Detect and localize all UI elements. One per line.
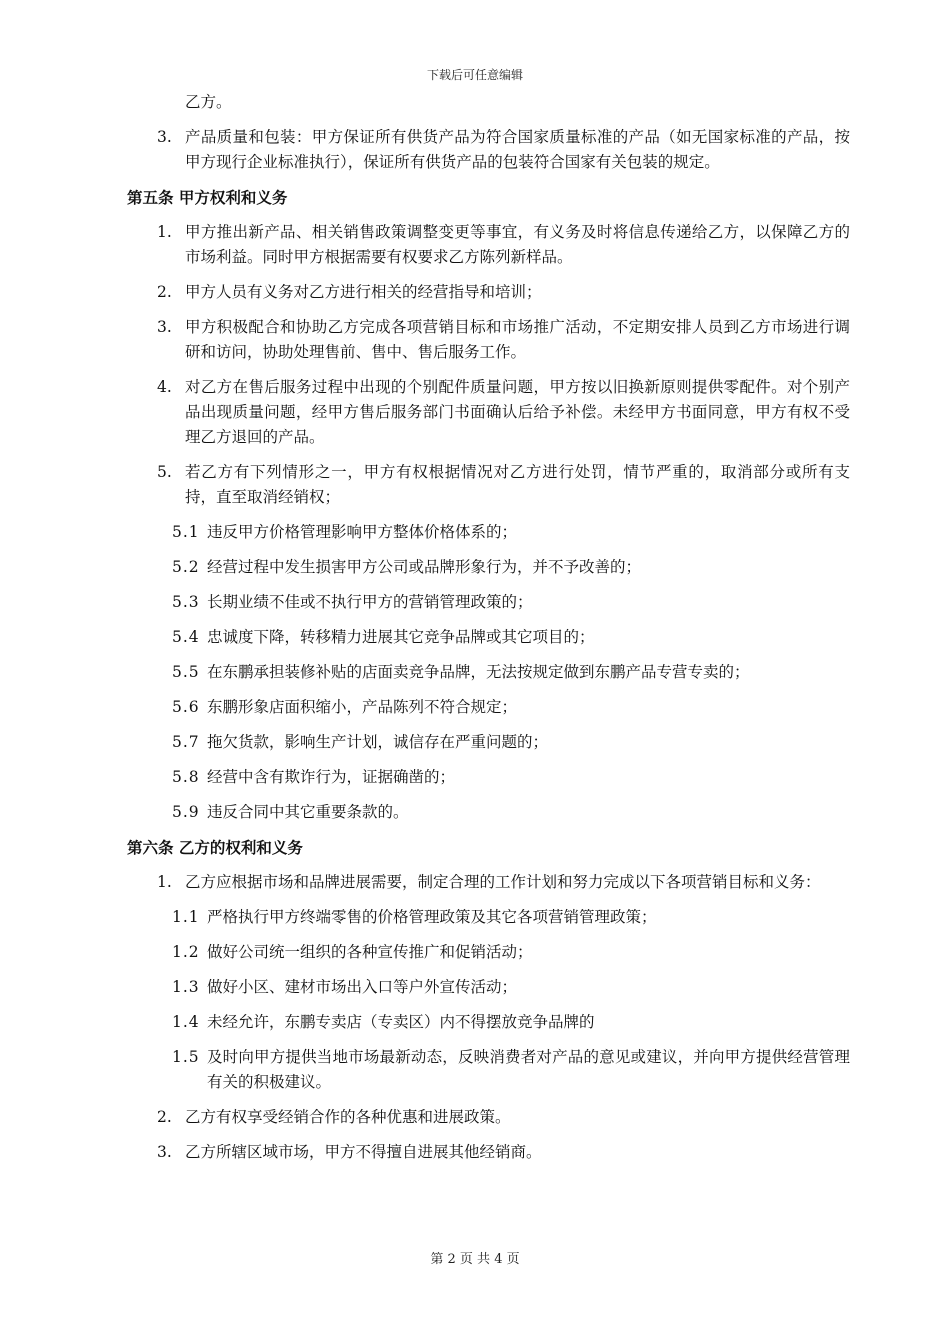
sub-clause-text: 经营中含有欺诈行为，证据确凿的； — [207, 768, 456, 786]
sub-clause-item — [172, 765, 850, 790]
clause-text: 甲方人员有义务对乙方进行相关的经营指导和培训； — [185, 283, 542, 301]
sub-clause-number: 5.5 — [172, 663, 200, 681]
sub-clause-number: 5.6 — [172, 698, 200, 716]
sub-clause-item — [172, 695, 850, 720]
page-header: 下载后可任意编辑 — [426, 68, 523, 82]
clause-number: 1. — [157, 873, 172, 891]
sub-clause-item — [172, 800, 850, 825]
clause-text: 甲方推出新产品、相关销售政策调整变更等事宜，有义务及时将信息传递给乙方，以保障乙方的市场利益。同时甲方根据需要有权要求乙方陈列新样品。 — [185, 223, 850, 266]
clause-text: 乙方应根据市场和品牌进展需要，制定合理的工作计划和努力完成以下各项营销目标和义务： — [185, 873, 821, 891]
sub-clause-number: 1.3 — [172, 978, 200, 996]
sub-clause-text: 做好公司统一组织的各种宣传推广和促销活动； — [207, 943, 533, 961]
sub-clause-text: 未经允许，东鹏专卖店（专卖区）内不得摆放竞争品牌的 — [207, 1013, 595, 1031]
clause-number: 3. — [157, 128, 172, 146]
clause-item — [157, 460, 850, 510]
sub-clause-item — [172, 660, 850, 685]
clause-text: 若乙方有下列情形之一，甲方有权根据情况对乙方进行处罚，情节严重的，取消部分或所有支持，直至取消经销权； — [185, 463, 850, 506]
sub-clause-item — [172, 625, 850, 650]
page-footer: 第 2 页 共 4 页 — [430, 1252, 520, 1267]
sub-clause-number: 5.8 — [172, 768, 200, 786]
sub-clause-text: 忠诚度下降，转移精力进展其它竞争品牌或其它项目的； — [207, 628, 595, 646]
sub-clause-item — [172, 975, 850, 1000]
sub-clause-text: 违反合同中其它重要条款的。 — [207, 803, 409, 821]
clause-item — [157, 280, 850, 305]
continuation-text: 乙方。 — [185, 93, 232, 111]
clause-number: 3. — [157, 318, 172, 336]
document-body — [0, 90, 950, 1175]
sub-clause-item — [172, 520, 850, 545]
sub-clause-item — [172, 555, 850, 580]
article-heading: 第六条 乙方的权利和义务 — [127, 838, 303, 857]
sub-clause-text: 经营过程中发生损害甲方公司或品牌形象行为，并不予改善的； — [207, 558, 642, 576]
clause-number: 2. — [157, 1108, 172, 1126]
sub-clause-item — [172, 1010, 850, 1035]
clause-item — [157, 220, 850, 270]
clause-number: 2. — [157, 283, 172, 301]
clause-number: 5. — [157, 463, 172, 481]
sub-clause-number: 1.4 — [172, 1013, 200, 1031]
sub-clause-item — [172, 1045, 850, 1095]
clause-text: 甲方积极配合和协助乙方完成各项营销目标和市场推广活动，不定期安排人员到乙方市场进行调研和访问，协助处理售前、售中、售后服务工作。 — [185, 318, 850, 361]
sub-clause-number: 5.9 — [172, 803, 200, 821]
clause-item — [157, 1140, 850, 1165]
article-heading: 第五条 甲方权利和义务 — [127, 188, 288, 207]
sub-clause-text: 东鹏形象店面积缩小，产品陈列不符合规定； — [207, 698, 518, 716]
sub-clause-text: 严格执行甲方终端零售的价格管理政策及其它各项营销管理政策； — [207, 908, 657, 926]
sub-clause-text: 及时向甲方提供当地市场最新动态，反映消费者对产品的意见或建议，并向甲方提供经营管理有关的积极建议。 — [207, 1048, 850, 1091]
clause-text: 产品质量和包装：甲方保证所有供货产品为符合国家质量标准的产品（如无国家标准的产品，按甲方现行企业标准执行），保证所有供货产品的包装符合国家有关包装的规定。 — [185, 128, 850, 171]
sub-clause-item — [172, 730, 850, 755]
sub-clause-number: 5.3 — [172, 593, 200, 611]
clause-item — [157, 125, 850, 175]
clause-item — [157, 375, 850, 450]
sub-clause-number: 5.4 — [172, 628, 200, 646]
clause-item — [157, 870, 850, 895]
sub-clause-number: 5.1 — [172, 523, 200, 541]
clause-text: 乙方所辖区域市场，甲方不得擅自进展其他经销商。 — [185, 1143, 542, 1161]
clause-number: 1. — [157, 223, 172, 241]
clause-number: 4. — [157, 378, 172, 396]
sub-clause-number: 1.1 — [172, 908, 200, 926]
sub-clause-item — [172, 940, 850, 965]
clause-item — [157, 1105, 850, 1130]
sub-clause-number: 5.2 — [172, 558, 200, 576]
sub-clause-text: 做好小区、建材市场出入口等户外宣传活动； — [207, 978, 518, 996]
sub-clause-number: 5.7 — [172, 733, 200, 751]
sub-clause-text: 在东鹏承担装修补贴的店面卖竞争品牌，无法按规定做到东鹏产品专营专卖的； — [207, 663, 750, 681]
sub-clause-item — [172, 590, 850, 615]
clause-number: 3. — [157, 1143, 172, 1161]
clause-text: 乙方有权享受经销合作的各种优惠和进展政策。 — [185, 1108, 511, 1126]
sub-clause-item — [172, 905, 850, 930]
clause-text: 对乙方在售后服务过程中出现的个别配件质量问题，甲方按以旧换新原则提供零配件。对个别产品出现质量问题，经甲方售后服务部门书面确认后给予补偿。未经甲方书面同意，甲方有权不受理乙方退回的产品。 — [185, 378, 850, 446]
sub-clause-text: 违反甲方价格管理影响甲方整体价格体系的； — [207, 523, 518, 541]
clause-item — [157, 315, 850, 365]
sub-clause-text: 拖欠货款，影响生产计划，诚信存在严重问题的； — [207, 733, 549, 751]
sub-clause-text: 长期业绩不佳或不执行甲方的营销管理政策的； — [207, 593, 533, 611]
sub-clause-number: 1.2 — [172, 943, 200, 961]
sub-clause-number: 1.5 — [172, 1048, 200, 1066]
